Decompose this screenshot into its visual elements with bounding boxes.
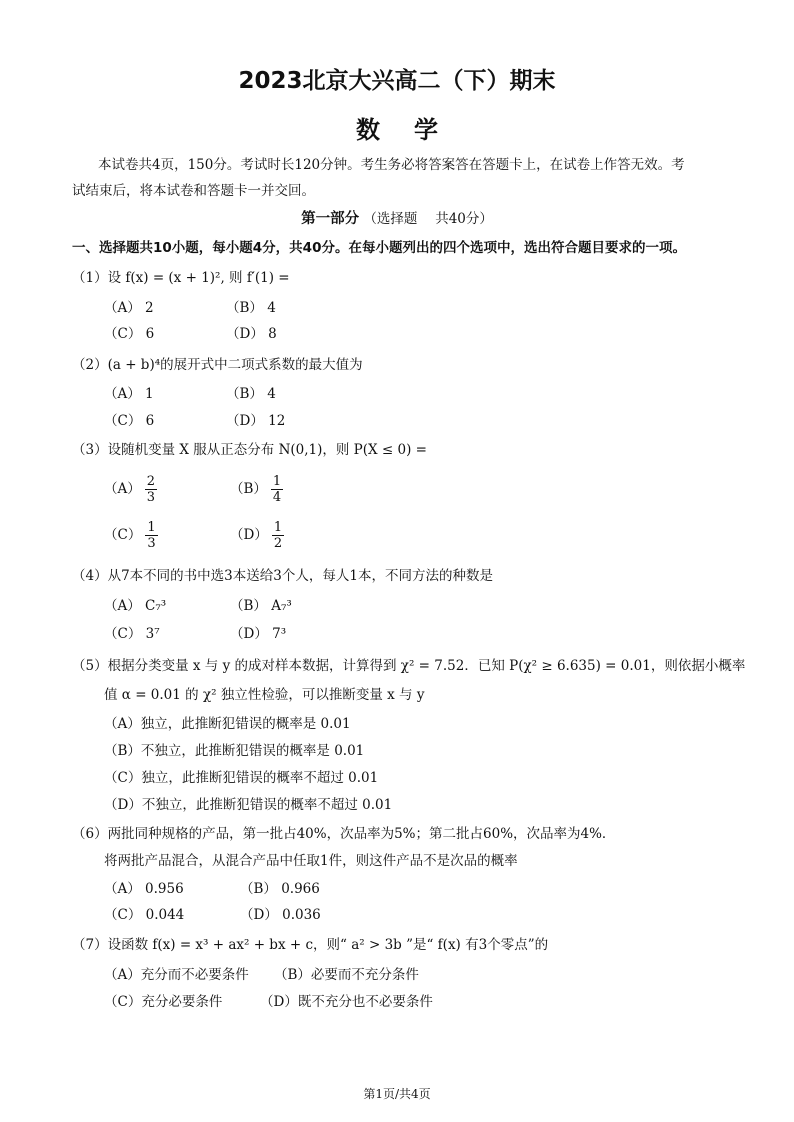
q3-option-a-fraction [145,474,157,505]
q6-option-a: （A） 0.956 [104,881,184,897]
question-2-stem: （2）(a + b)⁴的展开式中二项式系数的最大值为 [72,357,363,373]
q3-option-a-label: （A） [104,481,141,497]
q1-option-b: （B） 4 [226,300,276,316]
q3-d-numerator: 1 [273,520,283,535]
q5-option-b: （B）不独立，此推断犯错误的概率是 0.01 [104,743,365,759]
q5-option-c: （C）独立，此推断犯错误的概率不超过 0.01 [104,770,379,786]
q1-option-a: （A） 2 [104,300,154,316]
q4-option-b: （B） A₇³ [230,598,292,614]
question-6-stem-line-2: 将两批产品混合，从混合产品中任取1件，则这件产品不是次品的概率 [104,853,518,869]
q3-b-numerator: 1 [272,474,282,489]
q3-option-a [104,472,157,506]
q6-option-b: （B） 0.966 [240,881,320,897]
q2-option-a: （A） 1 [104,386,154,402]
question-1-stem: （1）设 f(x) = (x + 1)², 则 f′(1) = [72,270,290,286]
subject-title: 数学 [356,116,472,144]
q4-option-d: （D） 7³ [230,626,287,642]
question-5-stem-line-2: 值 α = 0.01 的 χ² 独立性检验，可以推断变量 x 与 y [104,687,425,703]
q7-option-b: （B）必要而不充分条件 [274,967,419,983]
q2-option-b: （B） 4 [226,386,276,402]
q2-option-d: （D） 12 [226,413,286,429]
q3-a-denominator: 3 [146,490,156,505]
q3-c-numerator: 1 [147,520,156,535]
q4-option-c: （C） 3⁷ [104,626,160,642]
question-3-stem: （3）设随机变量 X 服从正态分布 N(0,1)，则 P(X ≤ 0) = [72,442,427,458]
q1-option-c: （C） 6 [104,326,155,342]
q3-option-b-fraction [271,474,283,505]
part-heading [0,209,794,229]
exam-title: 2023北京大兴高二（下）期末 [238,68,556,94]
q3-option-c [104,518,158,552]
q3-option-c-fraction [145,520,157,551]
q7-option-a: （A）充分而不必要条件 [104,967,249,983]
q4-option-a: （A） C₇³ [104,598,167,614]
q3-option-b [230,472,283,506]
intro-line-1: 本试卷共4页，150分。考试时长120分钟。考生务必将答案答在答题卡上，在试卷上作答无效。考 [98,157,685,173]
q3-option-d [230,518,284,552]
q3-option-d-fraction [272,520,284,551]
q6-option-d: （D） 0.036 [240,907,321,923]
q7-option-d: （D）既不充分也不必要条件 [260,994,433,1010]
q3-d-denominator: 2 [273,536,283,551]
q5-option-d: （D）不独立，此推断犯错误的概率不超过 0.01 [104,797,393,813]
q7-option-c: （C）充分必要条件 [104,994,223,1010]
q3-option-b-label: （B） [230,481,267,497]
part-title: 第一部分 [301,211,360,227]
page-footer: 第1页/共4页 [363,1087,431,1101]
q3-c-denominator: 3 [147,536,156,551]
section-heading: 一、选择题共10小题，每小题4分，共40分。在每小题列出的四个选项中，选出符合题目要求的一项。 [72,240,686,256]
q3-option-c-label: （C） [104,527,142,543]
q3-a-numerator: 2 [146,474,156,489]
question-6-stem-line-1: （6）两批同种规格的产品，第一批占40%，次品率为5%；第二批占60%，次品率为4%． [72,826,616,842]
question-7-stem: （7）设函数 f(x) = x³ + ax² + bx + c，则“ a² > 3b ”是“ f(x) 有3个零点”的 [72,937,549,953]
q3-option-d-label: （D） [230,527,268,543]
question-5-stem-line-1: （5）根据分类变量 x 与 y 的成对样本数据，计算得到 χ² = 7.52．已知 P(χ² ≥ 6.635) = 0.01，则依据小概率 [72,658,746,674]
part-note: （选择题 共40分） [363,211,493,227]
q6-option-c: （C） 0.044 [104,907,185,923]
intro-line-2: 试结束后，将本试卷和答题卡一并交回。 [72,183,315,199]
q5-option-a: （A）独立，此推断犯错误的概率是 0.01 [104,716,351,732]
question-4-stem: （4）从7本不同的书中选3本送给3个人，每人1本，不同方法的种数是 [72,568,493,584]
q3-b-denominator: 4 [272,490,282,505]
q2-option-c: （C） 6 [104,413,155,429]
q1-option-d: （D） 8 [226,326,277,342]
